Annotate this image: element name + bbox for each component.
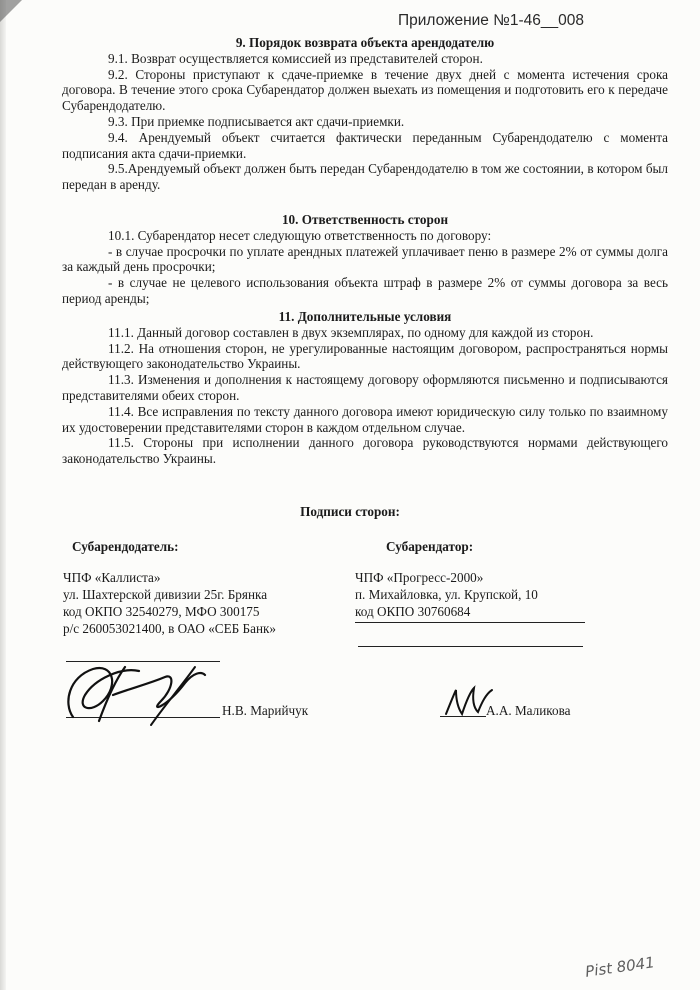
subtenant-signer-name: А.А. Маликова xyxy=(486,703,571,718)
paragraph-9-1: 9.1. Возврат осуществляется комиссией из представителей сторон. xyxy=(108,50,483,66)
paragraph-10-1-a: - в случае просрочки по уплате арендных платежей уплачивает пеню в размере 2% от суммы долга за каждый день просрочки; xyxy=(62,243,668,275)
paragraph-10-1: 10.1. Субарендатор несет следующую ответственность по договору: xyxy=(108,227,492,243)
corner-mark xyxy=(0,0,22,22)
subtenant-details xyxy=(355,569,538,620)
annex-label: Приложение №1-46__008 xyxy=(398,12,584,29)
subtenant-codes: код ОКПО 30760684 xyxy=(355,604,471,619)
subtenant-signature-icon xyxy=(442,684,502,720)
sublessor-signature-icon xyxy=(55,655,215,735)
handwritten-note: Pist 8041 xyxy=(584,953,656,981)
sublessor-account: р/с 260053021400, в ОАО «СЕБ Банк» xyxy=(63,621,277,636)
sublessor-codes: код ОКПО 32540279, МФО 300175 xyxy=(63,604,260,619)
paragraph-11-4: 11.4. Все исправления по тексту данного договора имеют юридическую силу только по взаимному их удостоверении представителями сторон в каждом отдельном случае. xyxy=(62,403,668,435)
paragraph-9-3: 9.3. При приемке подписывается акт сдачи-приемки. xyxy=(108,113,405,129)
scan-edge xyxy=(0,0,6,990)
sublessor-heading: Субарендодатель: xyxy=(72,539,179,554)
section-10-title: 10. Ответственность сторон xyxy=(281,212,449,227)
section-9 xyxy=(62,35,668,193)
sublessor-signer-name: Н.В. Марийчук xyxy=(222,703,309,718)
subtenant-blank-line-2 xyxy=(358,646,583,647)
subtenant-address: п. Михайловка, ул. Крупской, 10 xyxy=(355,587,538,602)
paragraph-9-5: 9.5.Арендуемый объект должен быть передан Субарендодателю в том же состоянии, в котором был передан в аренду. xyxy=(62,161,668,193)
paragraph-11-2: 11.2. На отношения сторон, не урегулированные настоящим договором, распространяться нормы действующего законодательство Украины. xyxy=(62,340,668,372)
section-9-title: 9. Порядок возврата объекта арендодателю xyxy=(235,35,495,50)
paragraph-9-4: 9.4. Арендуемый объект считается фактически переданным Субарендодателю с момента подписания акта сдачи-приемки. xyxy=(62,129,668,161)
signatures-title: Подписи сторон: xyxy=(300,504,400,519)
paragraph-11-1: 11.1. Данный договор составлен в двух экземплярах, по одному для каждой из сторон. xyxy=(108,324,594,340)
section-11 xyxy=(62,309,668,467)
sublessor-details xyxy=(63,569,276,637)
paragraph-11-3: 11.3. Изменения и дополнения к настоящему договору оформляются письменно и подписываются представителями обеих сторон. xyxy=(62,372,668,403)
paragraph-10-1-b: - в случае не целевого использования объекта штраф в размере 2% от суммы договора за весь период аренды; xyxy=(62,275,668,306)
section-10 xyxy=(62,212,668,307)
paragraph-9-2: 9.2. Стороны приступают к сдаче-приемке в течение двух дней с момента истечения срока договора. В течение этого срока Субарендатор должен выехать из помещения и подготовить его к передаче Субарендодателю. xyxy=(62,66,668,114)
section-11-title: 11. Дополнительные условия xyxy=(278,309,452,324)
subtenant-name: ЧПФ «Прогресс-2000» xyxy=(355,570,484,585)
sublessor-name: ЧПФ «Каллиста» xyxy=(63,570,161,585)
subtenant-heading: Субарендатор: xyxy=(386,539,474,554)
subtenant-blank-line-1 xyxy=(355,622,585,623)
paragraph-11-5: 11.5. Стороны при исполнении данного договора руководствуются нормами действующего законодательство Украины. xyxy=(62,435,668,467)
sublessor-address: ул. Шахтерской дивизии 25г. Брянка xyxy=(63,587,268,602)
